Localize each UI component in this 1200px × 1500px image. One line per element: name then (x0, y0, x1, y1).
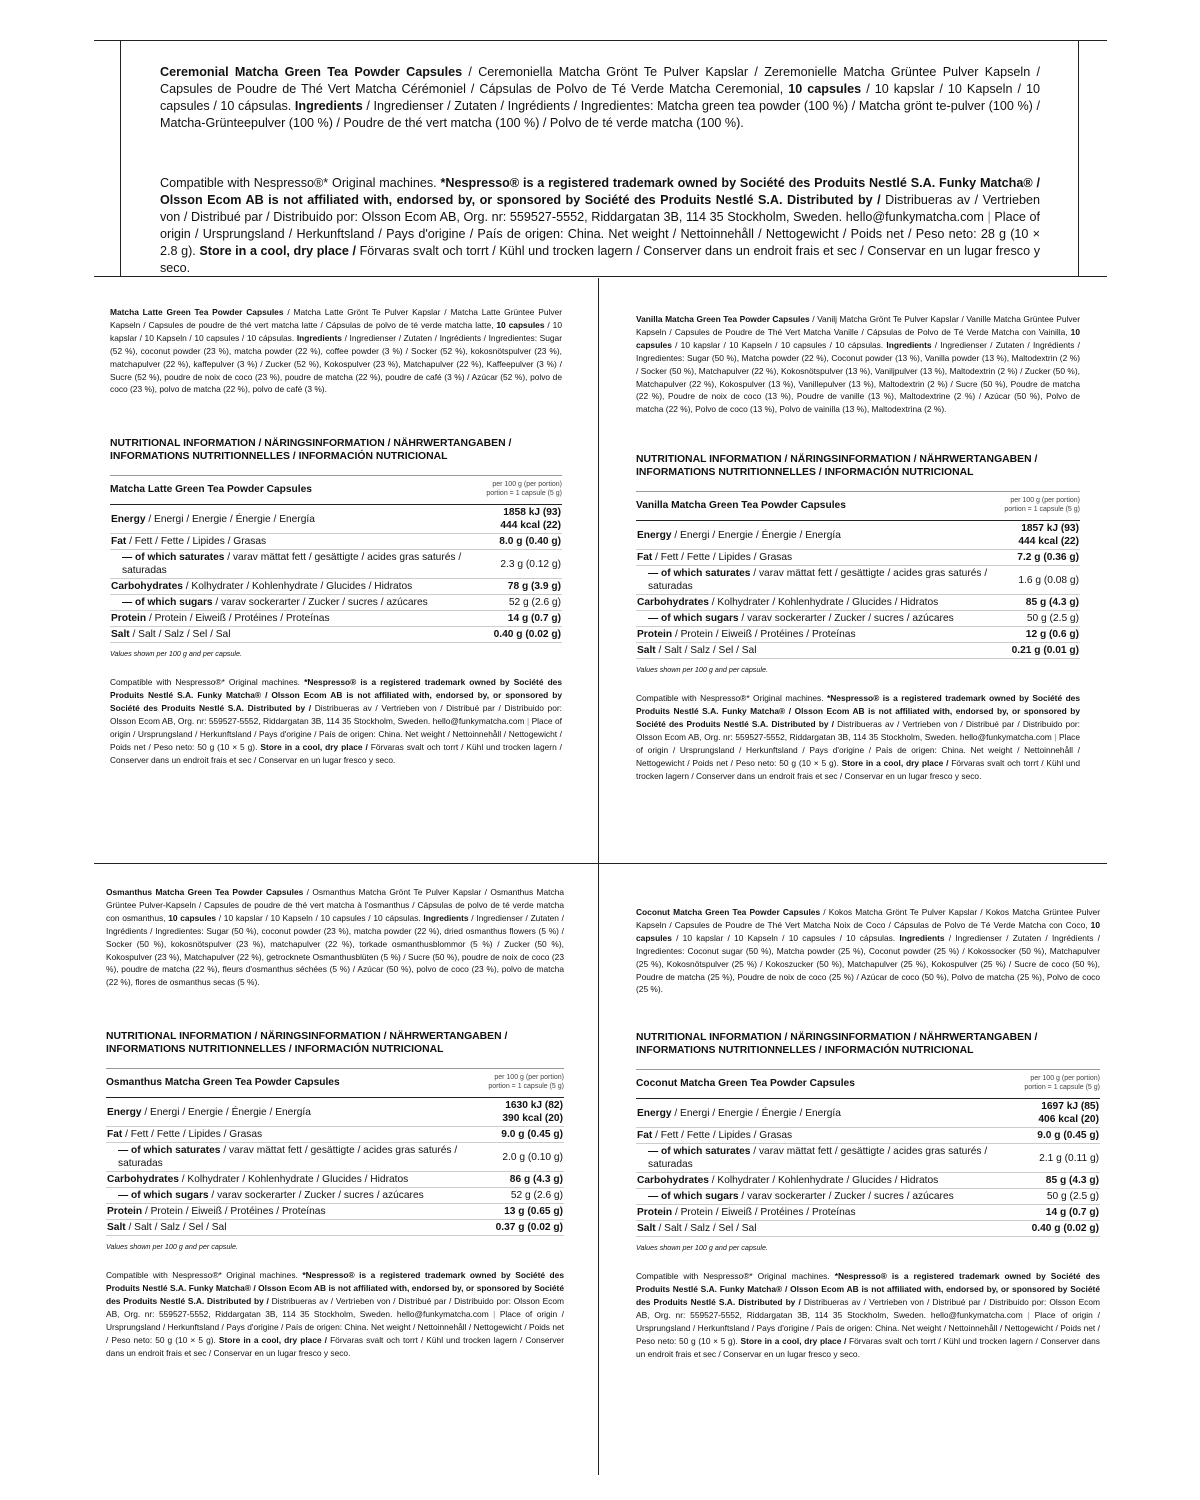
row-label: Carbohydrates / Kolhydrater / Kohlenhydrate / Glucides / Hidratos (106, 1172, 488, 1188)
row-label: Fat / Fett / Fette / Lipides / Grasas (110, 534, 486, 550)
row-value: 78 g (3.9 g) (486, 579, 562, 595)
row-label: — of which saturates / varav mättat fett / gesättigte / acides gras saturés / saturadas (636, 566, 1004, 595)
row-value: 7.2 g (0.36 g) (1004, 550, 1080, 566)
nutrition-heading-line-2: INFORMATIONS NUTRITIONNELLES / INFORMACIÓN NUTRICIONAL (636, 1044, 974, 1056)
nutrition-table (636, 1069, 1100, 1237)
row-value: 2.3 g (0.12 g) (486, 550, 562, 579)
row-label: Protein / Protein / Eiweiß / Protéines / Proteínas (636, 1205, 1024, 1221)
row-value: 1630 kJ (82) 390 kcal (20) (488, 1098, 564, 1127)
nutrition-heading-line-2: INFORMATIONS NUTRITIONNELLES / INFORMACIÓN NUTRICIONAL (106, 1043, 444, 1055)
row-label: Protein / Protein / Eiweiß / Protéines / Proteínas (110, 611, 486, 627)
row-value: 14 g (0.7 g) (486, 611, 562, 627)
row-value: 2.0 g (0.10 g) (488, 1143, 564, 1172)
per-portion-note: per 100 g (per portion) portion = 1 capsule (5 g) (1004, 492, 1080, 521)
nutrition-heading (106, 1031, 564, 1056)
row-salt (636, 1221, 1100, 1237)
row-protein (636, 627, 1080, 643)
row-saturates (106, 1143, 564, 1172)
nutrition-heading (110, 438, 562, 463)
row-fat (636, 1128, 1100, 1144)
center-rule-bottom (598, 865, 599, 1475)
row-salt (106, 1220, 564, 1236)
top-rule (94, 40, 1107, 41)
row-label: — of which sugars / varav sockerarter / Zucker / sucres / azúcares (636, 1189, 1024, 1205)
row-fat (110, 534, 562, 550)
row-value: 52 g (2.6 g) (488, 1188, 564, 1204)
legal-footer: Compatible with Nespresso®* Original machines. *Nespresso® is a registered trademark owned by Société des Produits Nestlé S.A. Funky Matcha® / Olsson Ecom AB is not affiliated with, endorsed by, or sponsored by Société des Produits Nestlé S.A. Distributed by / Distribueras av / Vertrieben von / Distribué par / Distribuido por: Olsson Ecom AB, Org. nr: 559527-5552, Riddargatan 3B, 114 35 Stockholm, Sweden. hello@funkymatcha.com | Place of origin / Ursprungsland / Herkunftsland / Pays d'origine / País de origen: China. Net weight / Nettoinnehåll / Nettogewicht / Poids net / Peso neto: 50 g (10 × 5 g). Store in a cool, dry place / Förvaras svalt och torrt / Kühl und trocken lagern / Conserver dans un endroit frais et sec / Conservar en un lugar fresco y seco. (110, 677, 563, 765)
row-label: — of which saturates / varav mättat fett / gesättigte / acides gras saturés / saturadas (110, 550, 486, 579)
row-value: 1.6 g (0.08 g) (1004, 566, 1080, 595)
row-value: 50 g (2.5 g) (1004, 611, 1080, 627)
per-portion-note: per 100 g (per portion) portion = 1 capsule (5 g) (1024, 1070, 1100, 1099)
row-label: Fat / Fett / Fette / Lipides / Grasas (106, 1127, 488, 1143)
product-description: Coconut Matcha Green Tea Powder Capsules / Kokos Matcha Grönt Te Pulver Kapslar / Kokos Matcha Grüntee Pulver Kapseln / Capsules de Poudre de Thé Vert Matcha Noix de Coco / Cápsulas de Polvo de Té Verde Matcha con Coco, 10 capsules / 10 kapslar / 10 Kapseln / 10 capsules / 10 cápsulas. Ingredients / Ingredienser / Zutaten / Ingrédients / Ingredientes: Coconut sugar (50 %), Matcha powder (25 %), Coconut powder (25 %) / Kokossocker (50 %), Matchapulver (25 %), Kokosnötspulver (25 %) / Kokoszucker (50 %), Matchapulver (25 %), Kokospulver (25 %) / Sucre de coco (50 %), Poudre de matcha (25 %), Poudre de noix de coco (25 %) / Azúcar de coco (50 %), Polvo de matcha (25 %), Polvo de coco (25 %). (636, 907, 1100, 995)
row-value: 85 g (4.3 g) (1024, 1173, 1100, 1189)
row-label: — of which saturates / varav mättat fett / gesättigte / acides gras saturés / saturadas (106, 1143, 488, 1172)
row-label: Fat / Fett / Fette / Lipides / Grasas (636, 550, 1004, 566)
row-carbohydrates (636, 1173, 1100, 1189)
ceremonial-p2: Compatible with Nespresso®* Original machines. *Nespresso® is a registered trademark owned by Société des Produits Nestlé S.A. Funky Matcha® / Olsson Ecom AB is not affiliated with, endorsed by, or sponsored by Société des Produits Nestlé S.A. Distributed by / Distribueras av / Vertrieben von / Distribué par / Distribuido por: Olsson Ecom AB, Org. nr: 559527-5552, Riddargatan 3B, 114 35 Stockholm, Sweden. hello@funkymatcha.com | Place of origin / Ursprungsland / Herkunftsland / Pays d'origine / País de origen: China. Net weight / Nettoinnehåll / Nettogewicht / Poids net / Peso neto: 28 g (10 × 2.8 g). Store in a cool, dry place / Förvaras svalt och torrt / Kühl und trocken lagern / Conserver dans un endroit frais et sec / Conservar en un lugar fresco y seco. (160, 176, 1040, 275)
row-protein (110, 611, 562, 627)
per-portion-note: per 100 g (per portion) portion = 1 capsule (5 g) (488, 1069, 564, 1098)
nutrition-table-header (636, 1070, 1100, 1099)
row-saturates (110, 550, 562, 579)
legal-footer: Compatible with Nespresso®* Original machines. *Nespresso® is a registered trademark owned by Société des Produits Nestlé S.A. Funky Matcha® / Olsson Ecom AB is not affiliated with, endorsed by, or sponsored by Société des Produits Nestlé S.A. Distributed by / Distribueras av / Vertrieben von / Distribué par / Distribuido por: Olsson Ecom AB, Org. nr: 559527-5552, Riddargatan 3B, 114 35 Stockholm, Sweden. hello@funkymatcha.com | Place of origin / Ursprungsland / Herkunftsland / Pays d'origine / País de origen: China. Net weight / Nettoinnehåll / Nettogewicht / Poids net / Peso neto: 50 g (10 × 5 g). Store in a cool, dry place / Förvaras svalt och torrt / Kühl und trocken lagern / Conserver dans un endroit frais et sec / Conservar en un lugar fresco y seco. (106, 1270, 564, 1358)
per-portion-note: per 100 g (per portion) portion = 1 capsule (5 g) (486, 476, 562, 505)
nutrition-heading-line-2: INFORMATIONS NUTRITIONNELLES / INFORMACIÓN NUTRICIONAL (636, 466, 974, 478)
panel-vanilla (636, 313, 1080, 783)
row-value: 86 g (4.3 g) (488, 1172, 564, 1188)
nutrition-heading-line-1: NUTRITIONAL INFORMATION / NÄRINGSINFORMATION / NÄHRWERTANGABEN / (110, 438, 512, 450)
row-value: 0.37 g (0.02 g) (488, 1220, 564, 1236)
row-label: Protein / Protein / Eiweiß / Protéines / Proteínas (636, 627, 1004, 643)
top-left-rule (120, 40, 121, 277)
row-fat (106, 1127, 564, 1143)
row-label: Carbohydrates / Kolhydrater / Kohlenhydrate / Glucides / Hidratos (110, 579, 486, 595)
row-label: Energy / Energi / Energie / Énergie / Energía (106, 1098, 488, 1127)
row-sugars (636, 611, 1080, 627)
row-label: — of which sugars / varav sockerarter / Zucker / sucres / azúcares (106, 1188, 488, 1204)
row-sugars (106, 1188, 564, 1204)
row-value: 13 g (0.65 g) (488, 1204, 564, 1220)
row-energy (636, 1099, 1100, 1128)
row-label: Energy / Energi / Energie / Énergie / Energía (636, 1099, 1024, 1128)
ceremonial-p1: Ceremonial Matcha Green Tea Powder Capsules / Ceremoniella Matcha Grönt Te Pulver Kapslar / Zeremonielle Matcha Grüntee Pulver Kapseln / Capsules de Poudre de Thé Vert Matcha Cérémoniel / Cápsulas de Polvo de Té Verde Matcha Ceremonial, 10 capsules / 10 kapslar / 10 Kapseln / 10 capsules / 10 cápsulas. Ingredients / Ingredienser / Zutaten / Ingrédients / Ingredientes: Matcha green tea powder (100 %) / Matcha grönt te-pulver (100 %) / Matcha-Grünteepulver (100 %) / Poudre de thé vert matcha (100 %) / Polvo de té verde matcha (100 %). (160, 65, 1040, 130)
values-note: Values shown per 100 g and per capsule. (110, 649, 242, 659)
nutrition-table (110, 475, 562, 643)
row-value: 1697 kJ (85) 406 kcal (20) (1024, 1099, 1100, 1128)
values-note: Values shown per 100 g and per capsule. (636, 1243, 768, 1253)
row-label: Salt / Salt / Salz / Sel / Sal (636, 643, 1004, 659)
row-label: Fat / Fett / Fette / Lipides / Grasas (636, 1128, 1024, 1144)
row-sugars (110, 595, 562, 611)
nutrition-heading-line-2: INFORMATIONS NUTRITIONNELLES / INFORMACIÓN NUTRICIONAL (110, 450, 448, 462)
row-protein (636, 1205, 1100, 1221)
product-name: Matcha Latte Green Tea Powder Capsules (110, 476, 486, 505)
center-rule-top (598, 278, 599, 865)
values-note: Values shown per 100 g and per capsule. (106, 1242, 238, 1252)
product-description: Osmanthus Matcha Green Tea Powder Capsules / Osmanthus Matcha Grönt Te Pulver Kapslar / Osmanthus Matcha Grüntee Pulver-Kapseln / Capsules de poudre de thé vert matcha à l'osmanthus / Cápsulas de polvo de té verde matcha con osmanthus, 10 capsules / 10 kapslar / 10 Kapseln / 10 capsules / 10 cápsulas. Ingredients / Ingredienser / Zutaten / Ingrédients / Ingredientes: Sugar (50 %), coconut powder (23 %), matcha powder (22 %), dried osmanthus flowers (5 %) / Socker (50 %), kokosnötspulver (23 %), matchapulver (22 %), torkade osmanthusblommor (5 %) / Zucker (50 %), Kokospulver (23 %), Matchapulver (22 %), getrocknete Osmanthusblüten (5 %) / Sucre (50 %), poudre de noix de coco (23 %), poudre de matcha (22 %), fleurs d'osmanthus séchées (5 %) / Azúcar (50 %), polvo de coco (23 %), polvo de matcha (22 %), flores de osmanthus secas (5 %). (106, 887, 564, 988)
ceremonial-legal (160, 175, 1040, 276)
row-protein (106, 1204, 564, 1220)
row-label: Protein / Protein / Eiweiß / Protéines / Proteínas (106, 1204, 488, 1220)
product-description: Matcha Latte Green Tea Powder Capsules / Matcha Latte Grönt Te Pulver Kapslar / Matcha Latte Grüntee Pulver Kapseln / Capsules de poudre de thé vert matcha latte / Cápsulas de polvo de té verde matcha latte, 10 capsules / 10 kapslar / 10 Kapseln / 10 capsules / 10 cápsulas. Ingredients / Ingredienser / Zutaten / Ingrédients / Ingredientes: Sugar (52 %), coconut powder (23 %), matcha powder (22 %), coffee powder (3 %) / Socker (52 %), kokosnötspulver (23 %), matchapulver (22 %), kaffepulver (3 %) / Zucker (52 %), Kokospulver (23 %), Matchapulver (22 %), Kaffeepulver (3 %) / Sucre (52 %), poudre de noix de coco (23 %), poudre de matcha (22 %), poudre de café (3 %) / Azúcar (52 %), polvo de coco (23 %), polvo de matcha (22 %), polvo de café (3 %). (110, 307, 563, 395)
panel-latte (110, 306, 562, 767)
row-label: Carbohydrates / Kolhydrater / Kohlenhydrate / Glucides / Hidratos (636, 595, 1004, 611)
nutrition-table-header (636, 492, 1080, 521)
row-label: Salt / Salt / Salz / Sel / Sal (636, 1221, 1024, 1237)
nutrition-table (106, 1068, 564, 1236)
row-value: 0.21 g (0.01 g) (1004, 643, 1080, 659)
row-value: 2.1 g (0.11 g) (1024, 1144, 1100, 1173)
nutrition-heading (636, 1032, 1100, 1057)
nutrition-table-header (110, 476, 562, 505)
legal-footer: Compatible with Nespresso®* Original machines. *Nespresso® is a registered trademark owned by Société des Produits Nestlé S.A. Funky Matcha® / Olsson Ecom AB is not affiliated with, endorsed by, or sponsored by Société des Produits Nestlé S.A. Distributed by / Distribueras av / Vertrieben von / Distribué par / Distribuido por: Olsson Ecom AB, Org. nr: 559527-5552, Riddargatan 3B, 114 35 Stockholm, Sweden. hello@funkymatcha.com | Place of origin / Ursprungsland / Herkunftsland / Pays d'origine / País de origen: China. Net weight / Nettoinnehåll / Nettogewicht / Poids net / Peso neto: 50 g (10 × 5 g). Store in a cool, dry place / Förvaras svalt och torrt / Kühl und trocken lagern / Conserver dans un endroit frais et sec / Conservar en un lugar fresco y seco. (636, 1271, 1101, 1359)
row-value: 8.0 g (0.40 g) (486, 534, 562, 550)
row-label: — of which sugars / varav sockerarter / Zucker / sucres / azúcares (110, 595, 486, 611)
ceremonial-description (160, 64, 1040, 132)
panel-osmanthus (106, 886, 564, 1360)
row-salt (110, 627, 562, 643)
row-label: Energy / Energi / Energie / Énergie / Energía (636, 521, 1004, 550)
row-carbohydrates (636, 595, 1080, 611)
nutrition-table-header (106, 1069, 564, 1098)
row-salt (636, 643, 1080, 659)
row-energy (110, 505, 562, 534)
row-value: 85 g (4.3 g) (1004, 595, 1080, 611)
row-carbohydrates (106, 1172, 564, 1188)
row-label: Carbohydrates / Kolhydrater / Kohlenhydrate / Glucides / Hidratos (636, 1173, 1024, 1189)
row-value: 14 g (0.7 g) (1024, 1205, 1100, 1221)
row-label: — of which sugars / varav sockerarter / Zucker / sucres / azúcares (636, 611, 1004, 627)
nutrition-heading-line-1: NUTRITIONAL INFORMATION / NÄRINGSINFORMATION / NÄHRWERTANGABEN / (106, 1031, 508, 1043)
row-sugars (636, 1189, 1100, 1205)
nutrition-heading-line-1: NUTRITIONAL INFORMATION / NÄRINGSINFORMATION / NÄHRWERTANGABEN / (636, 1032, 1038, 1044)
row-value: 1858 kJ (93) 444 kcal (22) (486, 505, 562, 534)
nutrition-heading-line-1: NUTRITIONAL INFORMATION / NÄRINGSINFORMATION / NÄHRWERTANGABEN / (636, 454, 1038, 466)
row-fat (636, 550, 1080, 566)
nutrition-heading (636, 454, 1080, 479)
row-energy (636, 521, 1080, 550)
legal-footer: Compatible with Nespresso®* Original machines. *Nespresso® is a registered trademark owned by Société des Produits Nestlé S.A. Funky Matcha® / Olsson Ecom AB is not affiliated with, endorsed by, or sponsored by Société des Produits Nestlé S.A. Distributed by / Distribueras av / Vertrieben von / Distribué par / Distribuido por: Olsson Ecom AB, Org. nr: 559527-5552, Riddargatan 3B, 114 35 Stockholm, Sweden. hello@funkymatcha.com | Place of origin / Ursprungsland / Herkunftsland / Pays d'origine / País de origen: China. Net weight / Nettoinnehåll / Nettogewicht / Poids net / Peso neto: 50 g (10 × 5 g). Store in a cool, dry place / Förvaras svalt och torrt / Kühl und trocken lagern / Conserver dans un endroit frais et sec / Conservar en un lugar fresco y seco. (636, 693, 1080, 781)
row-label: Salt / Salt / Salz / Sel / Sal (106, 1220, 488, 1236)
row-value: 0.40 g (0.02 g) (1024, 1221, 1100, 1237)
nutrition-table (636, 491, 1080, 659)
product-name: Vanilla Matcha Green Tea Powder Capsules (636, 492, 1004, 521)
middle-divider (94, 863, 1107, 864)
row-value: 12 g (0.6 g) (1004, 627, 1080, 643)
row-saturates (636, 566, 1080, 595)
row-value: 52 g (2.6 g) (486, 595, 562, 611)
values-note: Values shown per 100 g and per capsule. (636, 665, 768, 675)
row-energy (106, 1098, 564, 1127)
panel-coconut (636, 906, 1100, 1361)
row-value: 50 g (2.5 g) (1024, 1189, 1100, 1205)
row-saturates (636, 1144, 1100, 1173)
product-name: Coconut Matcha Green Tea Powder Capsules (636, 1070, 1024, 1099)
row-label: — of which saturates / varav mättat fett / gesättigte / acides gras saturés / saturadas (636, 1144, 1024, 1173)
row-label: Salt / Salt / Salz / Sel / Sal (110, 627, 486, 643)
top-right-rule (1078, 40, 1079, 277)
row-value: 1857 kJ (93) 444 kcal (22) (1004, 521, 1080, 550)
row-label: Energy / Energi / Energie / Énergie / Energía (110, 505, 486, 534)
row-value: 9.0 g (0.45 g) (488, 1127, 564, 1143)
product-description: Vanilla Matcha Green Tea Powder Capsules / Vanilj Matcha Grönt Te Pulver Kapslar / Vanille Matcha Grüntee Pulver Kapseln / Capsules de Poudre de Thé Vert Matcha Vanille / Cápsulas de Polvo de Té Verde Matcha con Vainilla, 10 capsules / 10 kapslar / 10 Kapseln / 10 capsules / 10 cápsulas. Ingredients / Ingredienser / Zutaten / Ingrédients / Ingredientes: Sugar (50 %), Matcha powder (22 %), Coconut powder (13 %), Vanilla powder (13 %), Maltodextrin (2 %) / Socker (50 %), Matchapulver (22 %), Kokosnötspulver (13 %), Vaniljpulver (13 %), Maltodextrin (2 %) / Zucker (50 %), Matchapulver (22 %), Kokospulver (13 %), Vanillepulver (13 %), Maltodextrin (2 %) / Sucre (50 %), Poudre de matcha (22 %), Poudre de noix de coco (13 %), Poudre de vanille (13 %), Maltodextrine (2 %) / Azúcar (50 %), Polvo de matcha (22 %), Polvo de coco (13 %), Polvo de vainilla (13 %), Maltodextrina (2 %). (636, 314, 1080, 415)
row-value: 0.40 g (0.02 g) (486, 627, 562, 643)
row-carbohydrates (110, 579, 562, 595)
row-value: 9.0 g (0.45 g) (1024, 1128, 1100, 1144)
product-name: Osmanthus Matcha Green Tea Powder Capsules (106, 1069, 488, 1098)
